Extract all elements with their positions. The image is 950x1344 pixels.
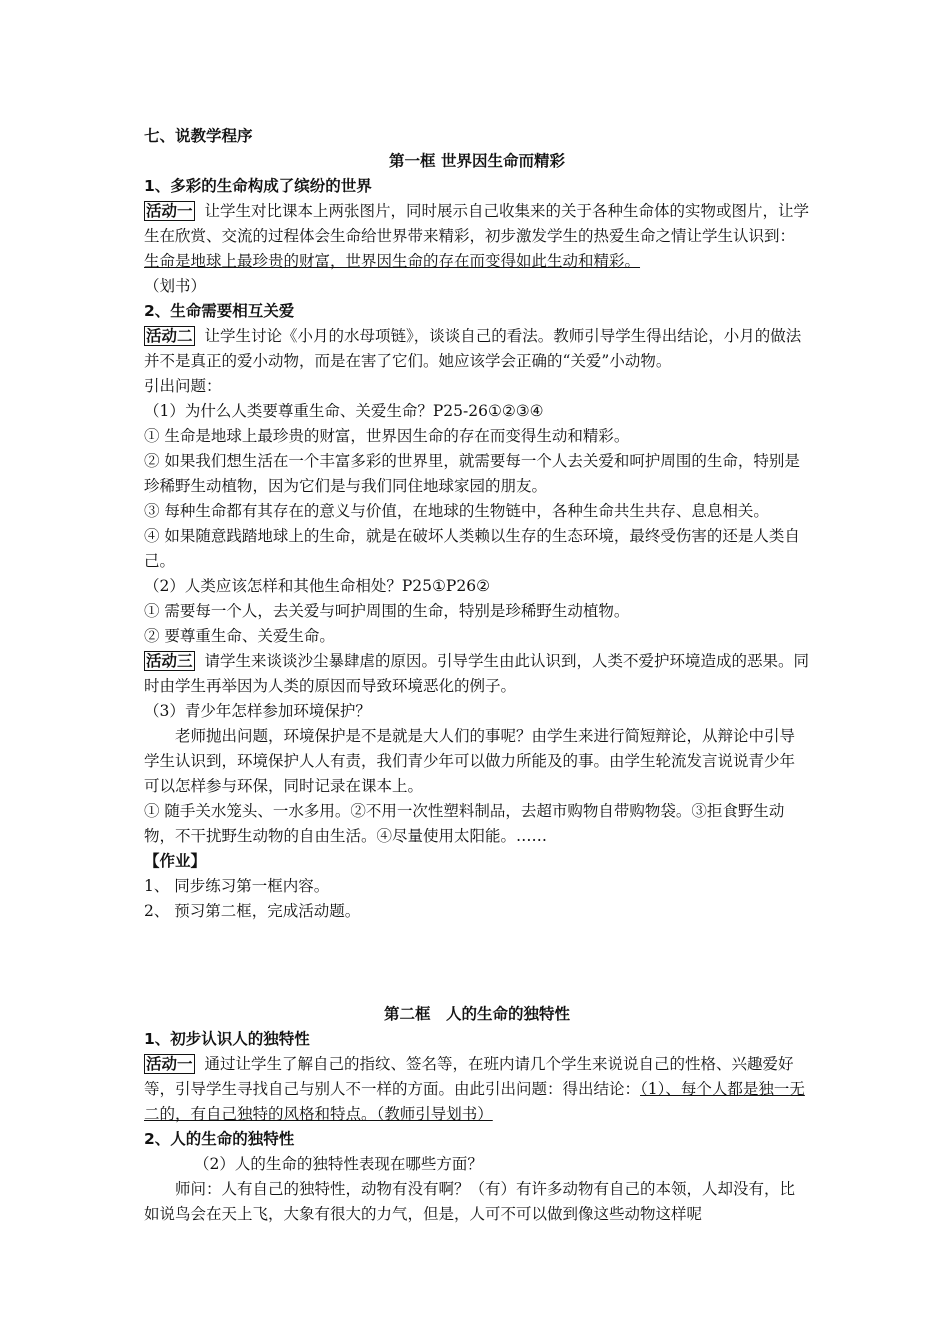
intro-line: 引出问题：: [144, 377, 222, 395]
activity-tag: 活动一: [146, 202, 193, 220]
frame2-heading-1: 1、初步认识人的独特性: [144, 1030, 310, 1048]
frame2-heading-2: 2、人的生命的独特性: [144, 1130, 295, 1148]
question-2: （2）人类应该怎样和其他生命相处？P25①P26②: [144, 577, 490, 595]
answer-item: ① 生命是地球上最珍贵的财富，世界因生命的存在而变得生动和精彩。: [144, 427, 630, 445]
frame2-activity-1: 活动一 通过让学生了解自己的指纹、签名等，在班内请几个学生来说说自己的性格、兴趣爱好等，引导学生寻找自己与别人不一样的方面。由此引出问题：得出结论：（1）、每个人都是独一无二的，有自己独特的风格和特点。（教师引导划书）: [144, 1055, 805, 1123]
question-2: （2）人的生命的独特性表现在哪些方面？: [194, 1155, 483, 1173]
frame1-heading-2: 2、生命需要相互关爱: [144, 302, 295, 320]
activity-tag: 活动三: [146, 652, 193, 670]
frame1-activity-2: 活动二 让学生讨论《小月的水母项链》，谈谈自己的看法。教师引导学生得出结论，小月的做法并不是真正的爱小动物，而是在害了它们。她应该学会正确的“关爱”小动物。: [144, 327, 802, 370]
answer-item: ② 如果我们想生活在一个丰富多彩的世界里，就需要每一个人去关爱和呵护周围的生命，特别是珍稀野生动植物，因为它们是与我们同住地球家园的朋友。: [144, 452, 800, 495]
answer-item: ① 随手关水笼头、一水多用。②不用一次性塑料制品，去超市购物自带购物袋。③拒食野生动物，不干扰野生动物的自由生活。④尽量使用太阳能。……: [144, 802, 785, 845]
section-heading: 七、说教学程序: [144, 127, 253, 145]
board-note: （划书）: [144, 277, 207, 295]
question-3: （3）青少年怎样参加环境保护？: [144, 702, 371, 720]
answer-item: ② 要尊重生命、关爱生命。: [144, 627, 335, 645]
paragraph: 老师抛出问题，环境保护是不是就是大人们的事呢？由学生来进行简短辩论，从辩论中引导学生认识到，环境保护人人有责，我们青少年可以做力所能及的事。由学生轮流发言说说青少年可以怎样参与环保，同时记录在课本上。: [144, 727, 796, 795]
activity-tag: 活动一: [146, 1055, 193, 1073]
homework-title: 【作业】: [144, 852, 207, 870]
frame2-title: 第二框 人的生命的独特性: [383, 1005, 570, 1023]
spacer: [144, 924, 810, 1002]
answer-item: ③ 每种生命都有其存在的意义与价值，在地球的生物链中，各种生命共生共存、息息相关。: [144, 502, 769, 520]
frame1-activity-1: 活动一 让学生对比课本上两张图片，同时展示自己收集来的关于各种生命体的实物或图片，让学生在欣赏、交流的过程体会生命给世界带来精彩，初步激发学生的热爱生命之情让学生认识到：生命是地球上最珍贵的财富，世界因生命的存在而变得如此生动和精彩。: [144, 202, 810, 270]
answer-item: ① 需要每一个人，去关爱与呵护周围的生命，特别是珍稀野生动植物。: [144, 602, 630, 620]
homework-item: 1、 同步练习第一框内容。: [144, 877, 330, 895]
question-1: （1）为什么人类要尊重生命、关爱生命？P25-26①②③④: [144, 402, 544, 420]
paragraph: 师问：人有自己的独特性，动物有没有啊？（有）有许多动物有自己的本领，人却没有，比如说鸟会在天上飞，大象有很大的力气，但是，人可不可以做到像这些动物这样呢: [144, 1180, 796, 1223]
activity-tag: 活动二: [146, 327, 193, 345]
frame1-heading-1: 1、多彩的生命构成了缤纷的世界: [144, 177, 372, 195]
key-conclusion: 生命是地球上最珍贵的财富，世界因生命的存在而变得如此生动和精彩。: [144, 252, 641, 270]
document-page: [144, 124, 810, 1227]
homework-item: 2、 预习第二框，完成活动题。: [144, 902, 361, 920]
answer-item: ④ 如果随意践踏地球上的生命，就是在破坏人类赖以生存的生态环境，最终受伤害的还是人类自己。: [144, 527, 800, 570]
frame1-activity-3: 活动三 请学生来谈谈沙尘暴肆虐的原因。引导学生由此认识到，人类不爱护环境造成的恶果。同时由学生再举因为人类的原因而导致环境恶化的例子。: [144, 652, 810, 695]
key-conclusion: （1）、每个人都是独一无二的，有自己独特的风格和特点。（教师引导划书）: [144, 1080, 805, 1123]
frame1-title: 第一框 世界因生命而精彩: [389, 152, 565, 170]
